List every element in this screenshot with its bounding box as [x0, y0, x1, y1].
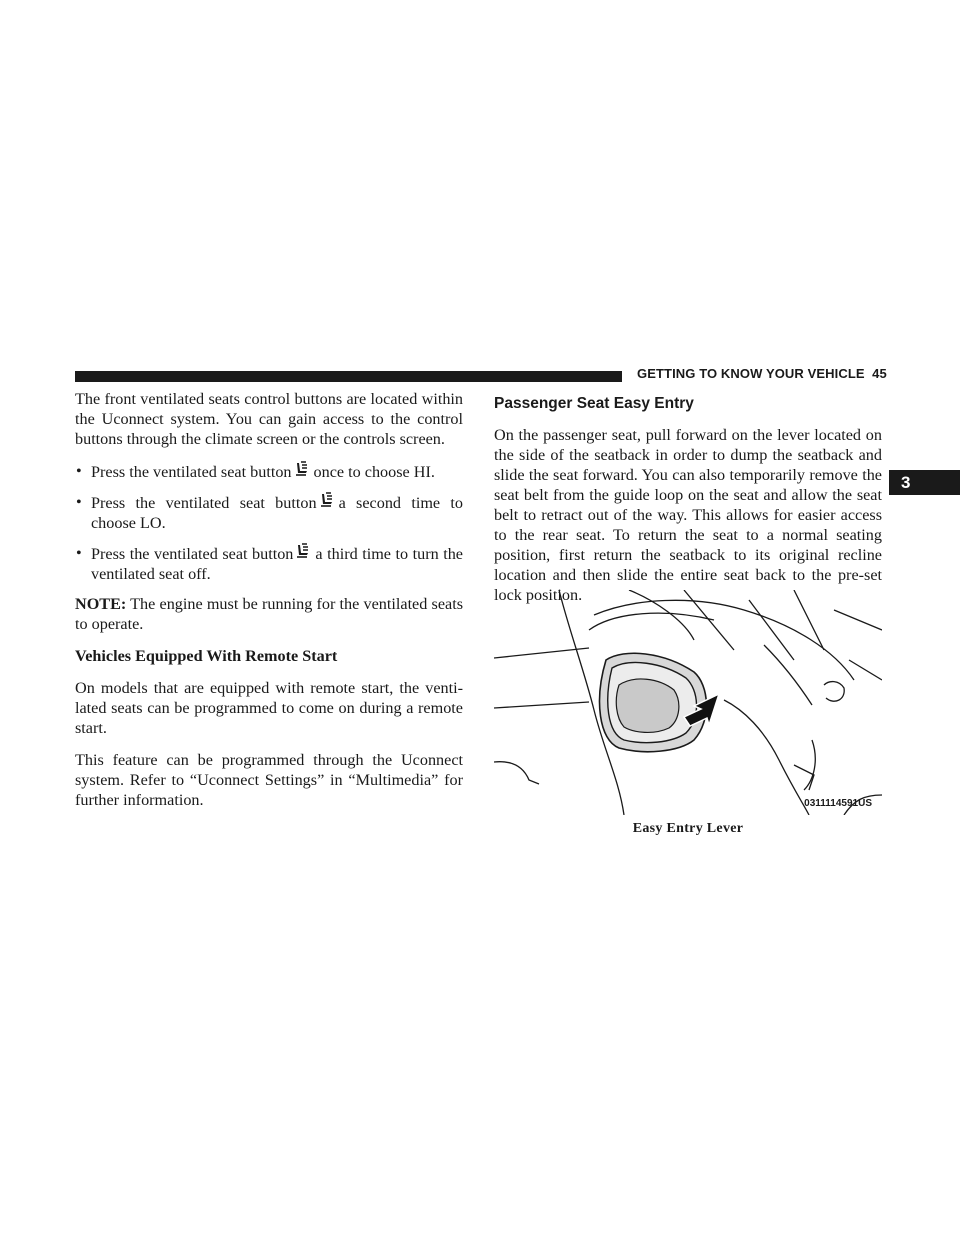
- list-item: [75, 492, 463, 533]
- figure-code: 0311114591US: [804, 798, 872, 809]
- remote-start-paragraph: On models that are equipped with remote start, the ventilated seats can be programmed to come on during a remote start.: [75, 679, 463, 737]
- ventilated-seat-icon: [294, 461, 309, 478]
- seat-lever-illustration: [494, 590, 882, 815]
- ventilated-seat-icon: [295, 543, 310, 560]
- subheading: Vehicles Equipped With Remote Start: [75, 647, 338, 665]
- left-column: [75, 389, 463, 822]
- intro-paragraph: The front ventilated seats control buttons are located within the Uconnect system. You can gain access to the control buttons through the climate screen or the controls screen.: [75, 390, 463, 448]
- running-header: [637, 366, 887, 381]
- bullet-dot: •: [76, 462, 82, 480]
- header-rule: [75, 371, 622, 382]
- uconnect-paragraph: This feature can be programmed through the Uconnect system. Refer to “Uconnect Settings” in “Multimedia” for further information.: [75, 751, 463, 809]
- chapter-tab: 3: [889, 470, 960, 495]
- easy-entry-figure: [494, 590, 882, 815]
- bullet-text-before: Press the ventilated seat button: [91, 463, 292, 481]
- header-section-title: GETTING TO KNOW YOUR VEHICLE: [637, 366, 865, 381]
- list-item: [75, 461, 463, 482]
- note-label: NOTE:: [75, 595, 127, 613]
- bullet-text-after: a second time to choose LO.: [91, 494, 463, 532]
- bullet-text-before: Press the ventilated seat button: [91, 545, 294, 563]
- bullet-dot: •: [76, 493, 82, 511]
- note-paragraph: [75, 594, 463, 634]
- list-item: [75, 543, 463, 584]
- easy-entry-paragraph: On the passenger seat, pull forward on the lever located on the side of the seatback in order to dump the seatback and slide the seat forward. You can also temporarily remove the seat belt from the guide loop on the seat and allow the seat belt to retract out of the way. This allows for easier access to the rear seat. To return the seat to a normal seating position, first return the seatback to its original recline location and then slide the entire seat back to the pre-set lock position.: [494, 426, 882, 604]
- figure-caption: Easy Entry Lever: [632, 821, 744, 836]
- ventilated-seat-icon: [319, 492, 334, 509]
- bullet-text-after: a third time to turn the ventilated seat off.: [91, 545, 463, 583]
- page-number: 45: [872, 366, 887, 381]
- bullet-dot: •: [76, 544, 82, 562]
- note-text: The engine must be running for the ventilated seats to operate.: [75, 595, 463, 633]
- section-title: Passenger Seat Easy Entry: [494, 395, 694, 412]
- right-column: [494, 389, 882, 617]
- bullet-text-before: Press the ventilated seat button: [91, 494, 317, 512]
- bullet-text-after: once to choose HI.: [313, 463, 435, 481]
